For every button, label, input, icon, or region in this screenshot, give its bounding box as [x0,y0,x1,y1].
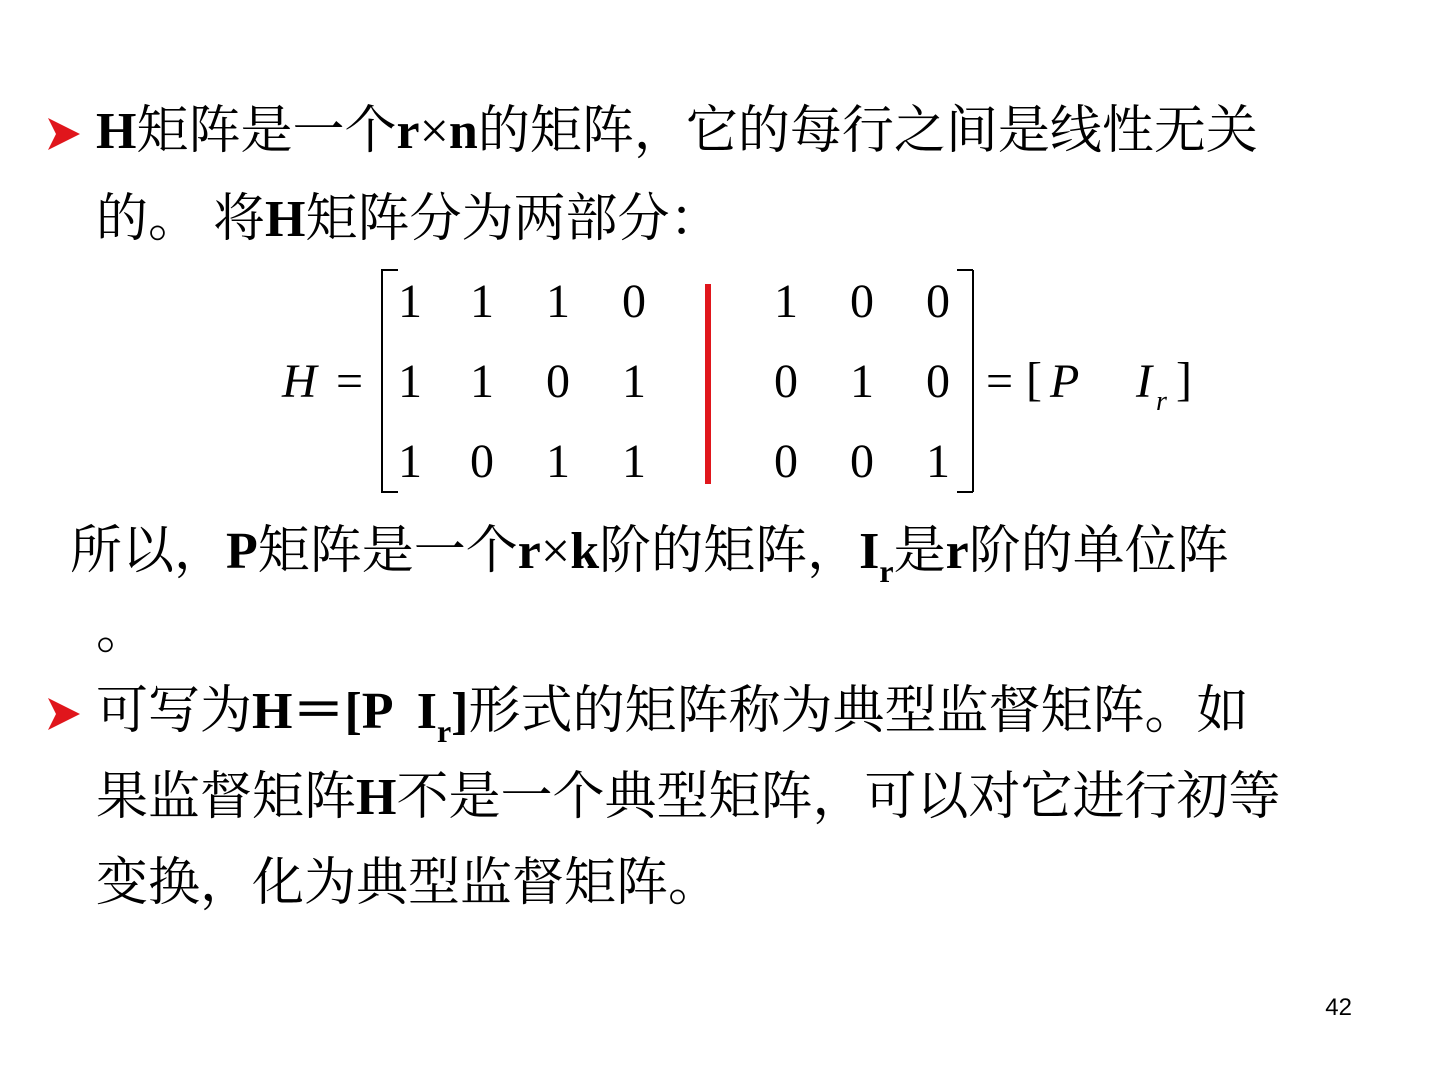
bullet1-text: H [96,103,137,160]
bullet2-line2 [96,768,1280,828]
note-text: 。 [96,603,149,660]
matrix-entry: 1 [546,275,570,328]
bullet2-line1 [96,682,1248,747]
bullet2-line3 [96,854,720,914]
bullet2-subscript: r [436,713,452,749]
bullet2-text: [P I [344,683,437,740]
bullet2-text: H [356,769,397,826]
note-text: k [570,523,600,580]
matrix-entry: 0 [774,355,798,408]
matrix-equation [280,262,1220,502]
note-text: 阶的矩阵， [599,523,860,580]
equation-equals: = [986,355,1014,408]
matrix-entry: 0 [926,355,950,408]
bullet1-text: H [265,191,306,248]
matrix-entry: 1 [398,435,422,488]
rhs-close-bracket: ] [1176,353,1192,406]
bullet1-line2 [96,190,721,250]
rhs-open-bracket: [ [1026,353,1042,406]
note-text: 是 [893,523,946,580]
bullet2-text: 不是一个典型矩阵，可以对它进行初等 [396,769,1281,826]
matrix-entry: 1 [926,435,950,488]
matrix-entry: 0 [546,355,570,408]
note-subscript: r [879,553,894,589]
note-text: P [226,523,258,580]
bullet2-text: 果监督矩阵 [96,769,357,826]
bullet1-text: r [396,103,420,160]
matrix-entry: 0 [850,275,874,328]
bullet2-text: ] [451,683,469,740]
matrix-entry: 1 [774,275,798,328]
matrix-entry: 1 [470,275,494,328]
bullet2-text: H [252,683,293,740]
matrix-entry: 0 [926,275,950,328]
bullet1-text: n [448,103,478,160]
matrix-entry: 1 [622,355,646,408]
matrix-entry: 0 [774,435,798,488]
arrow-bullet-icon [44,694,84,734]
bullet1-line1 [96,102,1258,162]
matrix-entry: 1 [398,275,422,328]
matrix-entry: 0 [850,435,874,488]
matrix-entry: 0 [470,435,494,488]
arrow-bullet-icon [44,114,84,154]
note-text: 矩阵是一个 [257,523,518,580]
bullet1-text: 矩阵分为两部分： [305,191,722,248]
bullet1-text: × [419,103,449,160]
note-text: r [517,523,541,580]
rhs-P: P [1050,355,1080,408]
note-line2 [96,602,148,662]
rhs-I-subscript: r [1156,386,1167,417]
bullet2-text: ＝ [292,683,345,740]
matrix-entry: 1 [622,435,646,488]
note-line1 [70,522,1229,587]
matrix-entry: 1 [546,435,570,488]
bullet1-text: 矩阵是一个 [136,103,397,160]
matrix-entry: 1 [850,355,874,408]
note-text: I [859,523,880,580]
bullet1-text: 的矩阵，它的每行之间是线性无关 [477,103,1258,160]
bullet2-text: 形式的矩阵称为典型监督矩阵。如 [468,683,1249,740]
matrix-entry: 1 [398,355,422,408]
note-text: 阶的单位阵 [968,523,1229,580]
note-text: × [540,523,571,580]
equation-lhs: H [282,355,317,408]
bullet2-text: 可写为 [96,683,253,740]
matrix-entry: 0 [622,275,646,328]
note-text: 所以， [70,523,227,580]
bullet1-text: 的。 将 [96,191,266,248]
equation-equals: = [336,355,364,408]
bullet2-text: 变换，化为典型监督矩阵。 [96,855,721,912]
page-number: 42 [1325,994,1352,1021]
note-text: r [945,523,969,580]
matrix-entry: 1 [470,355,494,408]
rhs-I: I [1136,355,1152,408]
